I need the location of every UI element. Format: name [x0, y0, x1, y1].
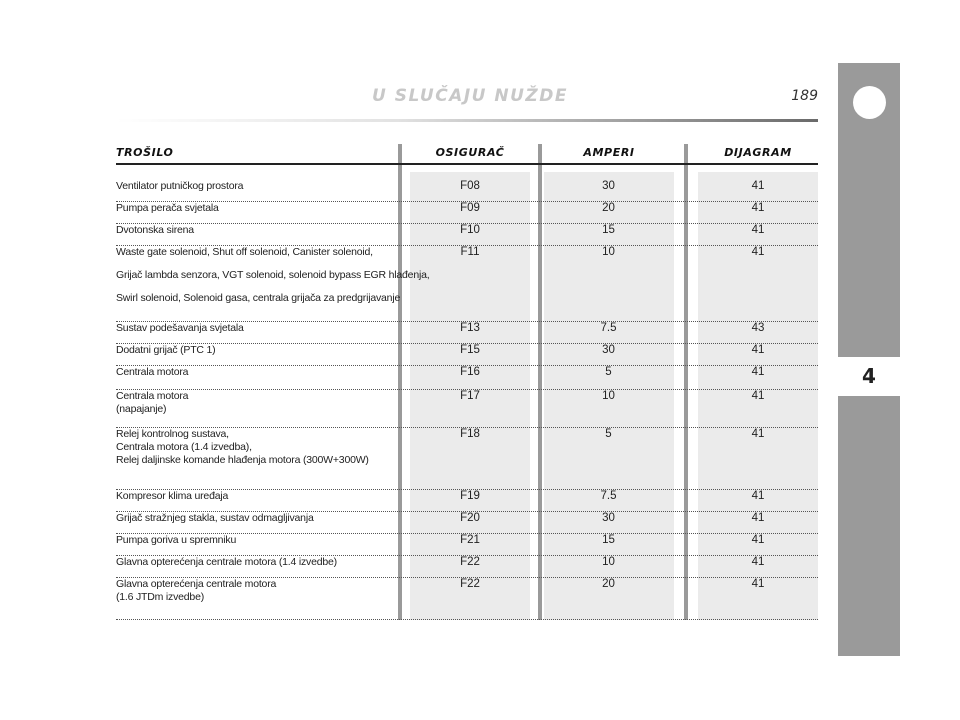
consumer-line: Waste gate solenoid, Shut off solenoid, Canister solenoid,	[116, 246, 373, 258]
amps-cell: 7.5	[600, 490, 617, 502]
amps-cell: 10	[602, 246, 615, 258]
consumer-description	[116, 578, 391, 604]
consumer-line: Dodatni grijač (PTC 1)	[116, 344, 216, 356]
header-underline	[116, 163, 818, 165]
table-row	[116, 246, 818, 322]
fuse-cell: F15	[460, 344, 480, 356]
fuse-cell: F22	[460, 578, 480, 590]
table-row	[116, 224, 818, 246]
table-row	[116, 490, 818, 512]
consumer-line: Glavna opterećenja centrale motora	[116, 578, 277, 590]
consumer-description	[116, 344, 391, 357]
consumer-line: Centrala motora	[116, 366, 189, 378]
consumer-description	[116, 428, 391, 467]
table-row	[116, 428, 818, 490]
consumer-line: Grijač stražnjeg stakla, sustav odmagljivanja	[116, 512, 314, 524]
diagram-cell: 41	[751, 344, 765, 356]
amps-cell: 30	[602, 512, 615, 524]
column-header-diagram: DIJAGRAM	[724, 146, 792, 159]
amps-cell: 5	[605, 366, 612, 378]
table-row	[116, 322, 818, 344]
diagram-cell: 41	[751, 202, 765, 214]
column-header-consumer: TROŠILO	[116, 146, 174, 159]
consumer-line: Glavna opterećenja centrale motora (1.4 izvedbe)	[116, 556, 337, 568]
consumer-description	[116, 224, 391, 237]
diagram-cell: 41	[751, 224, 765, 236]
column-header-amps: AMPERI	[583, 146, 635, 159]
consumer-description	[116, 202, 391, 215]
consumer-line: Centrala motora (1.4 izvedba),	[116, 441, 252, 453]
fuse-cell: F08	[460, 180, 480, 192]
chapter-marker-dot	[853, 86, 886, 119]
fuse-cell: F16	[460, 366, 480, 378]
consumer-description	[116, 180, 391, 193]
fuse-cell: F19	[460, 490, 480, 502]
consumer-line: (napajanje)	[116, 403, 167, 415]
fuse-cell: F21	[460, 534, 480, 546]
amps-cell: 20	[602, 578, 615, 590]
page-title: U SLUČAJU NUŽDE	[372, 86, 568, 106]
amps-cell: 10	[602, 556, 615, 568]
diagram-cell: 41	[751, 390, 765, 402]
table-row	[116, 578, 818, 620]
amps-cell: 15	[602, 534, 615, 546]
consumer-description	[116, 366, 391, 379]
amps-cell: 7.5	[600, 322, 617, 334]
amps-cell: 30	[602, 180, 615, 192]
diagram-cell: 41	[751, 428, 765, 440]
diagram-cell: 41	[751, 490, 765, 502]
chapter-number: 4	[838, 357, 900, 396]
consumer-line: Ventilator putničkog prostora	[116, 180, 244, 192]
consumer-description	[116, 390, 391, 416]
consumer-line: Kompresor klima uređaja	[116, 490, 229, 502]
consumer-line: Pumpa perača svjetala	[116, 202, 219, 214]
amps-cell: 15	[602, 224, 615, 236]
consumer-description	[116, 534, 391, 547]
table-row	[116, 390, 818, 428]
header-rule	[116, 119, 818, 122]
consumer-description	[116, 490, 391, 503]
amps-cell: 20	[602, 202, 615, 214]
fuse-cell: F13	[460, 322, 480, 334]
fuse-cell: F10	[460, 224, 480, 236]
table-row	[116, 202, 818, 224]
page-number: 189	[791, 88, 818, 104]
diagram-cell: 41	[751, 366, 765, 378]
fuse-cell: F20	[460, 512, 480, 524]
diagram-cell: 43	[751, 322, 765, 334]
diagram-cell: 41	[751, 246, 765, 258]
diagram-cell: 41	[751, 512, 765, 524]
consumer-line: Dvotonska sirena	[116, 224, 194, 236]
amps-cell: 5	[605, 428, 612, 440]
fuse-cell: F17	[460, 390, 480, 402]
consumer-description	[116, 556, 391, 569]
fuse-cell: F11	[460, 246, 480, 258]
consumer-line: Grijač lambda senzora, VGT solenoid, solenoid bypass EGR hlađenja,	[116, 269, 430, 281]
consumer-line: Centrala motora	[116, 390, 189, 402]
table-row	[116, 534, 818, 556]
consumer-line: Relej kontrolnog sustava,	[116, 428, 229, 440]
column-header-fuse: OSIGURAČ	[435, 146, 505, 159]
fuse-cell: F18	[460, 428, 480, 440]
diagram-cell: 41	[751, 180, 765, 192]
fuse-cell: F22	[460, 556, 480, 568]
consumer-line: Sustav podešavanja svjetala	[116, 322, 244, 334]
diagram-cell: 41	[751, 534, 765, 546]
amps-cell: 10	[602, 390, 615, 402]
consumer-line: Swirl solenoid, Solenoid gasa, centrala grijača za predgrijavanje	[116, 292, 401, 304]
table-row	[116, 344, 818, 366]
consumer-description	[116, 246, 430, 315]
consumer-description	[116, 322, 391, 335]
consumer-line: Relej daljinske komande hlađenja motora (300W+300W)	[116, 454, 369, 466]
table-row	[116, 512, 818, 534]
diagram-cell: 41	[751, 556, 765, 568]
consumer-line: Pumpa goriva u spremniku	[116, 534, 237, 546]
diagram-cell: 41	[751, 578, 765, 590]
fuse-cell: F09	[460, 202, 480, 214]
amps-cell: 30	[602, 344, 615, 356]
table-row	[116, 180, 818, 202]
consumer-line: (1.6 JTDm izvedbe)	[116, 591, 205, 603]
table-row	[116, 366, 818, 390]
consumer-description	[116, 512, 391, 525]
table-row	[116, 556, 818, 578]
